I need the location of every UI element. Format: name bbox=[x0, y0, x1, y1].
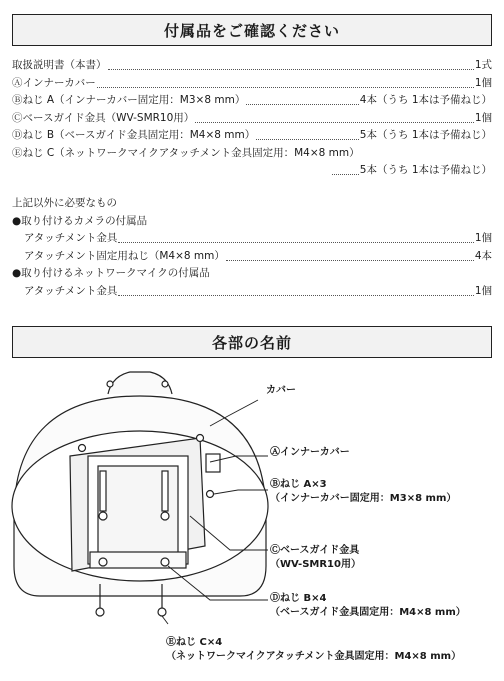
screw-b-2 bbox=[161, 512, 169, 520]
accessory-row-continued bbox=[12, 162, 492, 180]
screw-c-right-head bbox=[158, 608, 166, 616]
leader-dots bbox=[108, 69, 474, 70]
accessory-quantity: 1個 bbox=[474, 232, 492, 244]
accessory-quantity: 1個 bbox=[474, 76, 492, 89]
accessory-row bbox=[12, 75, 492, 93]
callout-screw-c-text: Ⓔねじ C×4 bbox=[166, 637, 223, 648]
leader-dots bbox=[256, 139, 359, 140]
accessories-title-text: 付属品をご確認ください bbox=[163, 21, 340, 40]
accessory-quantity: 4本 bbox=[474, 249, 492, 262]
callout-base-guide-sub: （WV-SMR10用） bbox=[270, 559, 361, 570]
leader-dots bbox=[246, 104, 358, 105]
callout-screw-a-text: Ⓑねじ A×3 bbox=[270, 479, 327, 490]
part-names-section-title bbox=[12, 326, 492, 358]
side-connector bbox=[206, 454, 220, 472]
accessory-quantity: 1個 bbox=[474, 284, 492, 297]
camera-accessory-row bbox=[12, 248, 492, 266]
leader-screw-c bbox=[162, 616, 168, 624]
callout-screw-b-text: Ⓓねじ B×4 bbox=[270, 593, 327, 604]
screw-c-left-head bbox=[96, 608, 104, 616]
accessory-row bbox=[12, 127, 492, 145]
part-names-diagram bbox=[0, 366, 504, 676]
accessory-quantity: 1個 bbox=[474, 111, 492, 124]
accessory-label: Ⓔねじ C（ネットワークマイクアタッチメント金具固定用：M4×8 mm） bbox=[12, 146, 360, 159]
accessory-label: Ⓓねじ B（ベースガイド金具固定用：M4×8 mm） bbox=[12, 129, 256, 141]
accessory-label: アタッチメント金具 bbox=[24, 284, 118, 297]
accessories-section-title bbox=[12, 14, 492, 46]
accessory-label: Ⓑねじ A（インナーカバー固定用：M3×8 mm） bbox=[12, 94, 246, 106]
callout-screw-a-sub: （インナーカバー固定用：M3×8 mm） bbox=[270, 493, 457, 504]
callout-screw-b-sub: （ベースガイド金具固定用：M4×8 mm） bbox=[270, 607, 466, 618]
mic-accessory-row bbox=[12, 283, 492, 301]
callout-screw-c-sub: （ネットワークマイクアタッチメント金具固定用：M4×8 mm） bbox=[166, 651, 462, 662]
accessory-quantity: 4本（うち 1本は予備ねじ） bbox=[359, 94, 492, 106]
leader-dots bbox=[195, 122, 474, 123]
callout-base-guide bbox=[270, 544, 361, 572]
part-names-title-text: 各部の名前 bbox=[211, 333, 292, 352]
screw-b-3 bbox=[99, 558, 107, 566]
screw-b-4 bbox=[161, 558, 169, 566]
leader-dots bbox=[118, 242, 473, 243]
accessory-label: Ⓒベースガイド金具（WV-SMR10用） bbox=[12, 111, 195, 124]
slot-left bbox=[100, 471, 106, 511]
camera-accessories-bullet: ●取り付けるカメラの付属品 bbox=[12, 214, 148, 227]
leader-dots bbox=[97, 87, 474, 88]
accessory-label: アタッチメント固定用ねじ（M4×8 mm） bbox=[24, 249, 225, 262]
camera-accessory-row bbox=[12, 230, 492, 248]
other-required-heading: 上記以外に必要なもの bbox=[12, 197, 117, 209]
accessories-list bbox=[12, 57, 492, 180]
accessory-row bbox=[12, 110, 492, 128]
screw-a-2 bbox=[197, 435, 204, 442]
callout-cover bbox=[266, 384, 296, 398]
screw-a-1 bbox=[79, 445, 86, 452]
slot-right bbox=[162, 471, 168, 511]
leader-dots bbox=[118, 295, 473, 296]
mount-bolt-right bbox=[162, 381, 168, 387]
callout-cover-text: カバー bbox=[266, 385, 296, 396]
accessory-label: Ⓐインナーカバー bbox=[12, 76, 96, 89]
mic-accessories-bullet: ●取り付けるネットワークマイクの付属品 bbox=[12, 267, 210, 279]
accessory-quantity: 5本（うち 1本は予備ねじ） bbox=[359, 164, 492, 176]
callout-inner-cover bbox=[270, 446, 350, 460]
callout-screw-c bbox=[166, 636, 461, 664]
callout-screw-b bbox=[270, 592, 466, 620]
callout-base-guide-text: Ⓒベースガイド金具 bbox=[270, 545, 360, 556]
leader-dots bbox=[226, 260, 474, 261]
accessory-label: 取扱説明書（本書） bbox=[12, 59, 107, 71]
screw-b-1 bbox=[99, 512, 107, 520]
accessory-row bbox=[12, 57, 492, 75]
callout-screw-a bbox=[270, 478, 456, 506]
accessory-label: アタッチメント金具 bbox=[24, 232, 118, 244]
screw-a-3 bbox=[207, 491, 214, 498]
leader-dots bbox=[332, 174, 359, 175]
accessory-quantity: 1式 bbox=[474, 59, 492, 71]
accessory-quantity: 5本（うち 1本は予備ねじ） bbox=[359, 129, 492, 141]
housing-illustration bbox=[0, 366, 504, 676]
callout-inner-cover-text: Ⓐインナーカバー bbox=[270, 447, 350, 458]
accessory-row bbox=[12, 145, 492, 163]
other-required-list bbox=[12, 195, 492, 300]
mount-bolt-left bbox=[107, 381, 113, 387]
accessory-row bbox=[12, 92, 492, 110]
